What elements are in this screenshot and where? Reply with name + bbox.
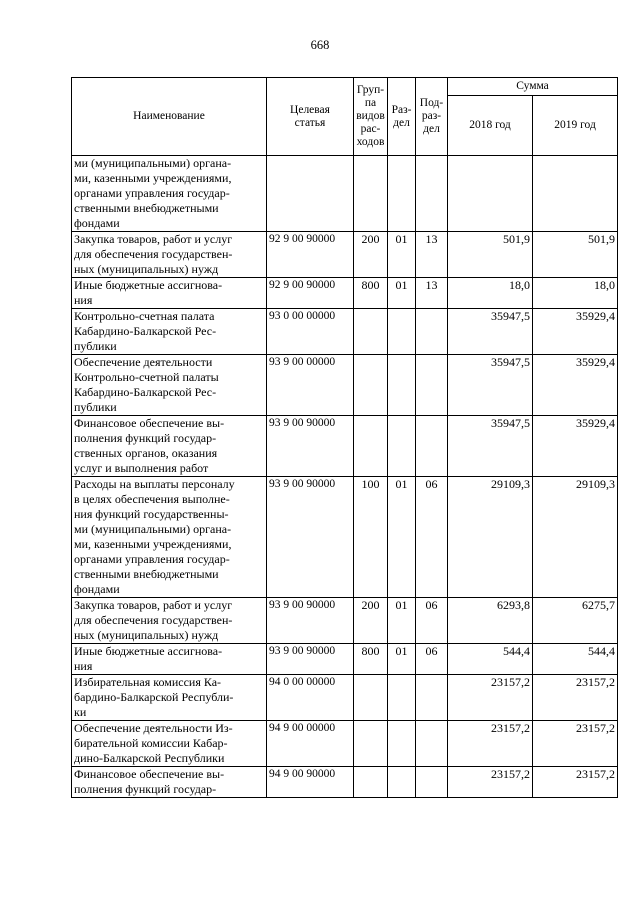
- cell-expense-group: 100: [354, 477, 388, 598]
- cell-subsection: [416, 416, 448, 477]
- cell-expense-group: 800: [354, 278, 388, 309]
- cell-name: ми (муниципальными) органа- ми, казенными учреждениями, органами управления государ- ственными внебюджетными фондами: [72, 156, 267, 232]
- table-row: [72, 416, 618, 477]
- table-row: [72, 156, 618, 232]
- cell-sum-2019: [533, 156, 618, 232]
- cell-sum-2018: 35947,5: [448, 416, 533, 477]
- cell-sum-2018: 35947,5: [448, 355, 533, 416]
- cell-section: 01: [388, 278, 416, 309]
- cell-article: 93 9 00 90000: [267, 477, 354, 598]
- cell-name: Закупка товаров, работ и услуг для обеспечения государствен- ных (муниципальных) нужд: [72, 232, 267, 278]
- header-year-2018: 2018 год: [448, 96, 533, 156]
- cell-sum-2019: 23157,2: [533, 767, 618, 798]
- cell-sum-2018: 6293,8: [448, 598, 533, 644]
- cell-subsection: [416, 156, 448, 232]
- cell-section: [388, 309, 416, 355]
- cell-subsection: [416, 675, 448, 721]
- cell-article: 93 9 00 90000: [267, 416, 354, 477]
- cell-article: 93 9 00 00000: [267, 355, 354, 416]
- cell-article: 93 0 00 00000: [267, 309, 354, 355]
- cell-sum-2018: 23157,2: [448, 767, 533, 798]
- cell-sum-2018: 501,9: [448, 232, 533, 278]
- cell-sum-2018: 29109,3: [448, 477, 533, 598]
- cell-expense-group: [354, 721, 388, 767]
- cell-name: Обеспечение деятельности Из- бирательной комиссии Кабар- дино-Балкарской Республики: [72, 721, 267, 767]
- cell-section: [388, 416, 416, 477]
- cell-section: [388, 156, 416, 232]
- cell-subsection: 06: [416, 598, 448, 644]
- cell-name: Иные бюджетные ассигнова- ния: [72, 278, 267, 309]
- cell-section: 01: [388, 644, 416, 675]
- cell-sum-2019: 18,0: [533, 278, 618, 309]
- cell-sum-2018: 23157,2: [448, 721, 533, 767]
- cell-sum-2019: 23157,2: [533, 675, 618, 721]
- cell-subsection: [416, 767, 448, 798]
- cell-article: [267, 156, 354, 232]
- cell-section: [388, 721, 416, 767]
- header-year-2019: 2019 год: [533, 96, 618, 156]
- cell-subsection: 13: [416, 232, 448, 278]
- page-number: 668: [310, 38, 330, 52]
- table-row: [72, 232, 618, 278]
- cell-section: [388, 355, 416, 416]
- header-article: Целевая статья: [267, 78, 354, 156]
- table-row: [72, 309, 618, 355]
- budget-table: [71, 77, 618, 798]
- cell-sum-2018: 18,0: [448, 278, 533, 309]
- cell-sum-2019: 35929,4: [533, 416, 618, 477]
- table-row: [72, 477, 618, 598]
- cell-section: [388, 767, 416, 798]
- cell-sum-2019: 35929,4: [533, 355, 618, 416]
- cell-sum-2018: 23157,2: [448, 675, 533, 721]
- table-row: [72, 721, 618, 767]
- cell-sum-2019: 6275,7: [533, 598, 618, 644]
- cell-article: 94 0 00 00000: [267, 675, 354, 721]
- cell-article: 94 9 00 90000: [267, 767, 354, 798]
- cell-subsection: 06: [416, 477, 448, 598]
- cell-sum-2019: 501,9: [533, 232, 618, 278]
- table-row: [72, 675, 618, 721]
- cell-section: [388, 675, 416, 721]
- header-section: Раз- дел: [388, 78, 416, 156]
- cell-expense-group: 200: [354, 598, 388, 644]
- cell-section: 01: [388, 598, 416, 644]
- cell-name: Избирательная комиссия Ка- бардино-Балкарской Республи- ки: [72, 675, 267, 721]
- header-subsection: Под- раз- дел: [416, 78, 448, 156]
- cell-sum-2018: 544,4: [448, 644, 533, 675]
- table-header: [72, 78, 618, 156]
- cell-sum-2019: 29109,3: [533, 477, 618, 598]
- cell-name: Финансовое обеспечение вы- полнения функций государ-: [72, 767, 267, 798]
- cell-name: Контрольно-счетная палата Кабардино-Балкарской Рес- публики: [72, 309, 267, 355]
- cell-name: Иные бюджетные ассигнова- ния: [72, 644, 267, 675]
- cell-article: 92 9 00 90000: [267, 278, 354, 309]
- cell-expense-group: [354, 355, 388, 416]
- cell-sum-2019: 23157,2: [533, 721, 618, 767]
- cell-article: 92 9 00 90000: [267, 232, 354, 278]
- cell-expense-group: [354, 309, 388, 355]
- header-name: Наименование: [72, 78, 267, 156]
- cell-expense-group: [354, 767, 388, 798]
- cell-subsection: [416, 355, 448, 416]
- cell-name: Закупка товаров, работ и услуг для обеспечения государствен- ных (муниципальных) нужд: [72, 598, 267, 644]
- table-row: [72, 767, 618, 798]
- table-row: [72, 355, 618, 416]
- cell-article: 94 9 00 00000: [267, 721, 354, 767]
- cell-name: Обеспечение деятельности Контрольно-счетной палаты Кабардино-Балкарской Рес- публики: [72, 355, 267, 416]
- cell-section: 01: [388, 477, 416, 598]
- cell-expense-group: 200: [354, 232, 388, 278]
- cell-expense-group: [354, 416, 388, 477]
- cell-sum-2019: 544,4: [533, 644, 618, 675]
- cell-expense-group: 800: [354, 644, 388, 675]
- cell-article: 93 9 00 90000: [267, 644, 354, 675]
- header-expense-group: Груп- па видов рас- ходов: [354, 78, 388, 156]
- cell-expense-group: [354, 675, 388, 721]
- cell-sum-2018: 35947,5: [448, 309, 533, 355]
- cell-sum-2019: 35929,4: [533, 309, 618, 355]
- cell-subsection: [416, 309, 448, 355]
- cell-section: 01: [388, 232, 416, 278]
- cell-subsection: [416, 721, 448, 767]
- cell-sum-2018: [448, 156, 533, 232]
- table-row: [72, 644, 618, 675]
- table-row: [72, 598, 618, 644]
- table-row: [72, 278, 618, 309]
- header-sum: Сумма: [448, 78, 618, 96]
- cell-subsection: 13: [416, 278, 448, 309]
- cell-subsection: 06: [416, 644, 448, 675]
- cell-name: Расходы на выплаты персоналу в целях обеспечения выполне- ния функций государственны- ми (муниципальными) органа- ми, казенными учреждениями, органами управления государ- ственными внебюджетными фондами: [72, 477, 267, 598]
- cell-expense-group: [354, 156, 388, 232]
- cell-name: Финансовое обеспечение вы- полнения функций государ- ственных органов, оказания услуг и выполнения работ: [72, 416, 267, 477]
- cell-article: 93 9 00 90000: [267, 598, 354, 644]
- table-body: [72, 156, 618, 798]
